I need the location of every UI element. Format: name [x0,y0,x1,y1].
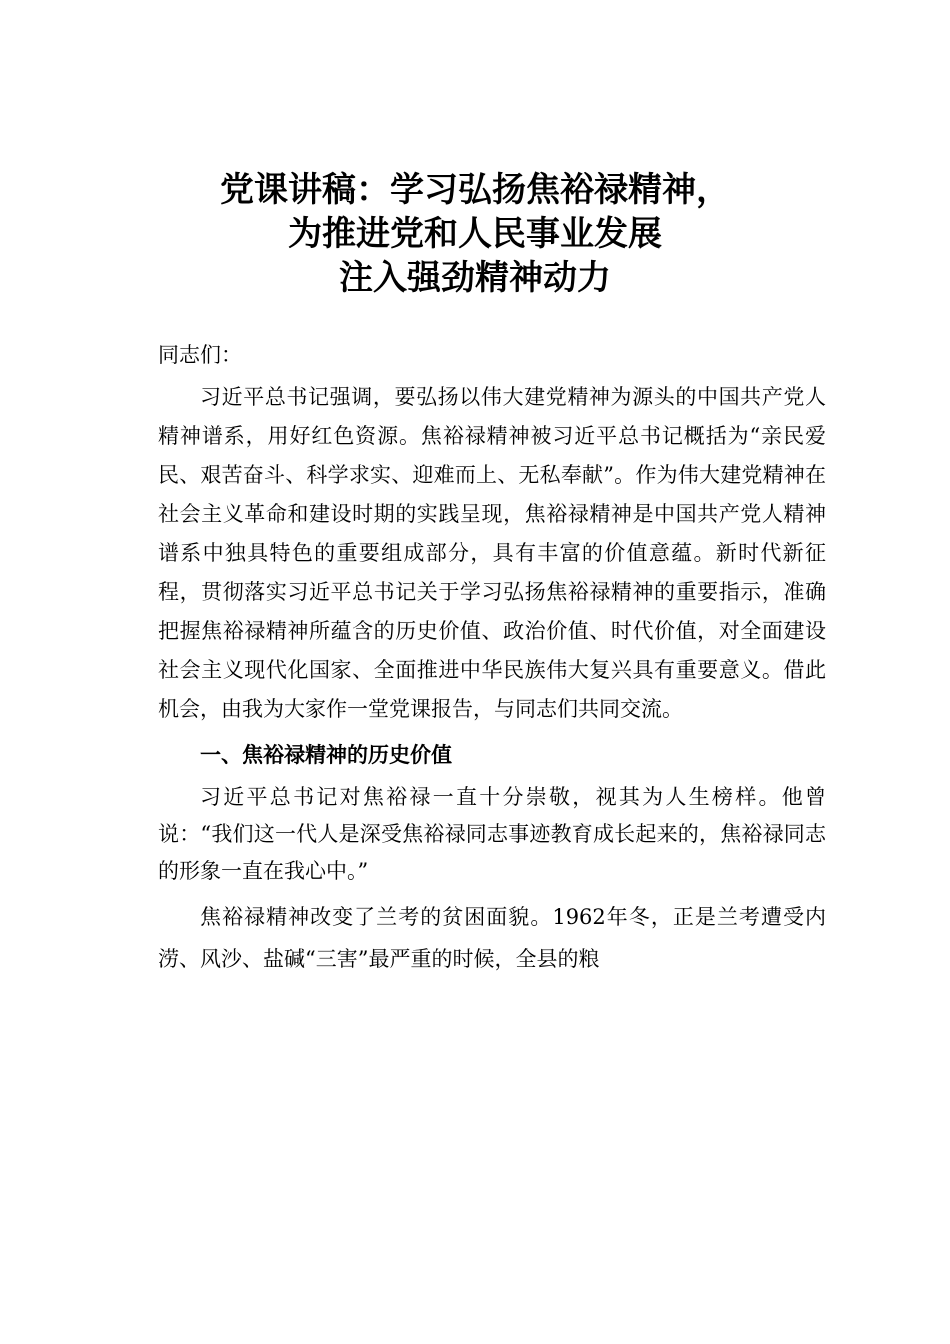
body-paragraph: 焦裕禄精神改变了兰考的贫困面貌。1962年冬，正是兰考遭受内涝、风沙、盐碱“三害”最严重的时候，全县的粮 [158,905,826,971]
title-line-2: 为推进党和人民事业发展 [288,214,662,254]
document-title [0,168,950,300]
intro-paragraph: 习近平总书记强调，要弘扬以伟大建党精神为源头的中国共产党人精神谱系，用好红色资源。焦裕禄精神被习近平总书记概括为“亲民爱民、艰苦奋斗、科学求实、迎难而上、无私奉献”。作为伟大建党精神在社会主义革命和建设时期的实践呈现，焦裕禄精神是中国共产党人精神谱系中独具特色的重要组成部分，具有丰富的价值意蕴。新时代新征程，贯彻落实习近平总书记关于学习弘扬焦裕禄精神的重要指示，准确把握焦裕禄精神所蕴含的历史价值、政治价值、时代价值，对全面建设社会主义现代化国家、全面推进中华民族伟大复兴具有重要意义。借此机会，由我为大家作一堂党课报告，与同志们共同交流。 [158,385,826,721]
section-heading: 一、焦裕禄精神的历史价值 [200,743,452,767]
salutation: 同志们： [158,343,242,367]
title-line-3: 注入强劲精神动力 [339,258,611,298]
title-line-1: 党课讲稿：学习弘扬焦裕禄精神， [220,170,730,210]
body-paragraph: 习近平总书记对焦裕禄一直十分崇敬，视其为人生榜样。他曾说：“我们这一代人是深受焦裕禄同志事迹教育成长起来的，焦裕禄同志的形象一直在我心中。” [158,785,826,883]
document-body [158,340,826,980]
